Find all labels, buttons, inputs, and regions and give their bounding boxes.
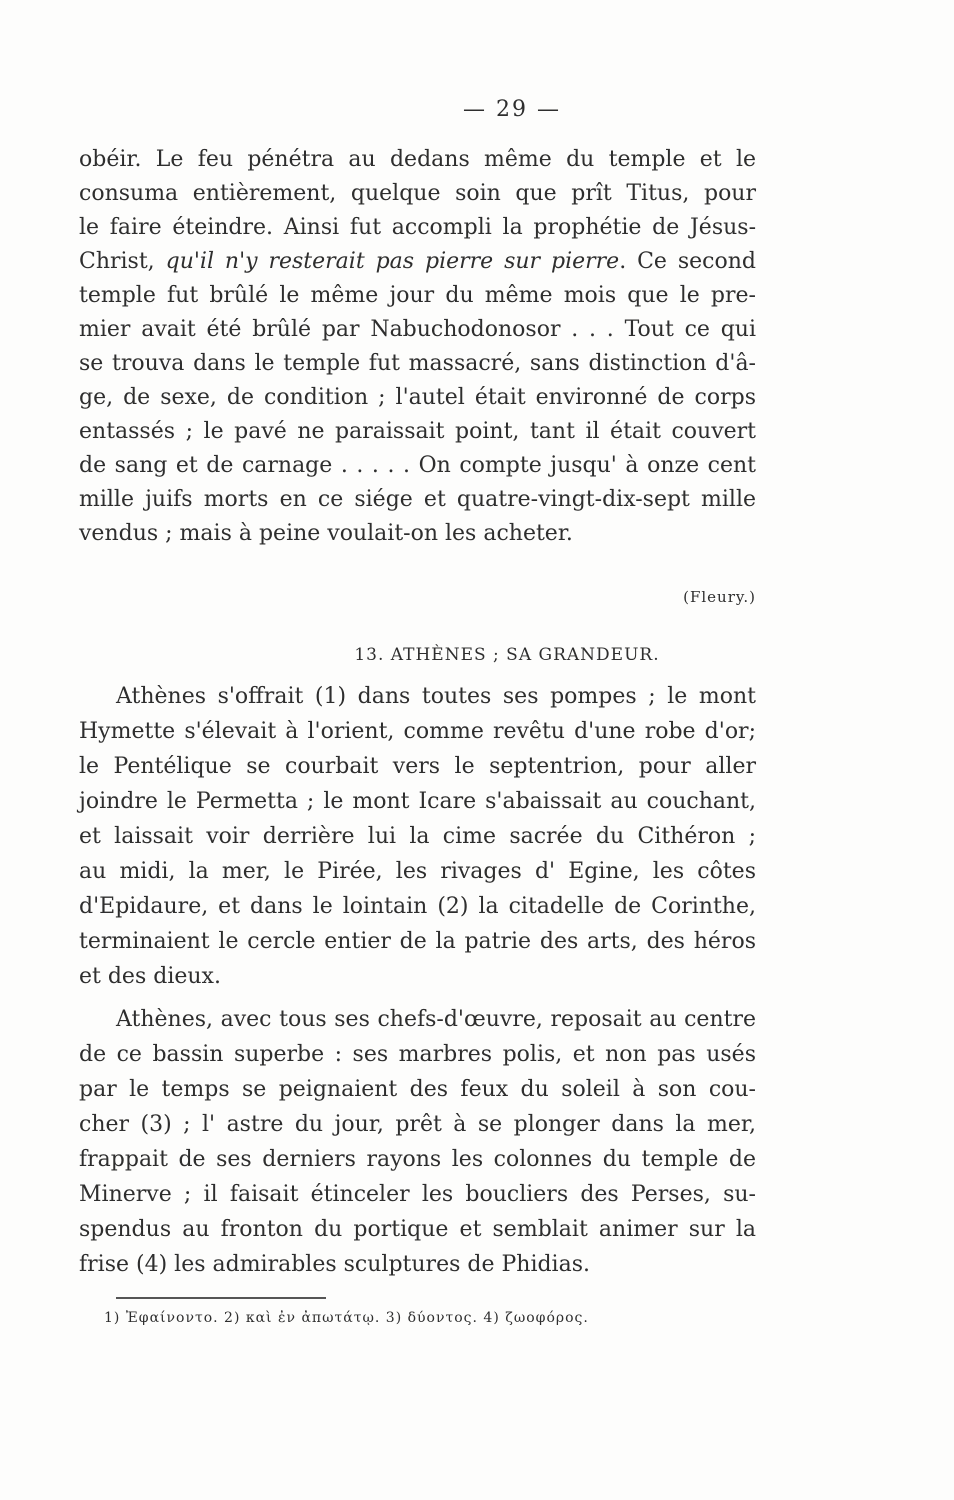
text-line: spendus au fronton du portique et semblait animer sur la [79,1217,756,1242]
author-signature: (Fleury.) [683,588,756,606]
text-line: se trouva dans le temple fut massacré, sans distinction d'â- [79,351,756,376]
text-line: de ce bassin superbe : ses marbres polis, et non pas usés [79,1042,756,1067]
text-line: mille juifs morts en ce siége et quatre-vingt-dix-sept mille [79,487,756,512]
text-line: par le temps se peignaient des feux du soleil à son cou- [79,1077,756,1102]
text-line: au midi, la mer, le Pirée, les rivages d' Egine, les côtes [79,859,756,884]
text-run: Christ, [79,249,166,274]
text-line: terminaient le cercle entier de la patrie des arts, des héros [79,929,756,954]
text-line: temple fut brûlé le même jour du même mois que le pre- [79,283,756,308]
text-line: Minerve ; il faisait étinceler les boucliers des Perses, su- [79,1182,756,1207]
text-run: . Ce second [619,249,756,274]
text-line: et laissait voir derrière lui la cime sacrée du Cithéron ; [79,824,756,849]
text-line: vendus ; mais à peine voulait-on les acheter. [79,521,573,546]
text-line: mier avait été brûlé par Nabuchodonosor . . . Tout ce qui [79,317,756,342]
text-line: joindre le Permetta ; le mont Icare s'abaissait au couchant, [79,789,756,814]
text-line: et des dieux. [79,964,221,989]
text-line: Hymette s'élevait à l'orient, comme revêtu d'une robe d'or; [79,719,756,744]
text-line: Athènes s'offrait (1) dans toutes ses pompes ; le mont [116,684,756,709]
italic-quote: qu'il n'y resterait pas pierre sur pierre [165,249,620,274]
text-line: frappait de ses derniers rayons les colonnes du temple de [79,1147,756,1172]
text-line: le faire éteindre. Ainsi fut accompli la prophétie de Jésus- [79,215,756,240]
text-line [79,245,756,279]
text-line: de sang et de carnage . . . . . On compte jusqu' à onze cent [79,453,756,478]
text-line: Athènes, avec tous ses chefs-d'œuvre, reposait au centre [116,1007,756,1032]
text-line: consuma entièrement, quelque soin que prît Titus, pour [79,181,756,206]
section-heading: 13. ATHÈNES ; SA GRANDEUR. [354,645,660,665]
footnotes: 1) Ἐφαίνοντο. 2) καὶ ἐν ἀπωτάτῳ. 3) δύοντος. 4) ζωοφόρος. [104,1310,589,1326]
text-line: obéir. Le feu pénétra au dedans même du temple et le [79,147,756,172]
footnote-divider [116,1297,326,1299]
text-line: le Pentélique se courbait vers le septentrion, pour aller [79,754,756,779]
text-line: entassés ; le pavé ne paraissait point, tant il était couvert [79,419,756,444]
text-line: cher (3) ; l' astre du jour, prêt à se plonger dans la mer, [79,1112,756,1137]
page-number-header: — 29 — [463,97,561,122]
text-line: d'Epidaure, et dans le lointain (2) la citadelle de Corinthe, [79,894,756,919]
text-line: ge, de sexe, de condition ; l'autel était environné de corps [79,385,756,410]
text-line: frise (4) les admirables sculptures de Phidias. [79,1252,590,1277]
